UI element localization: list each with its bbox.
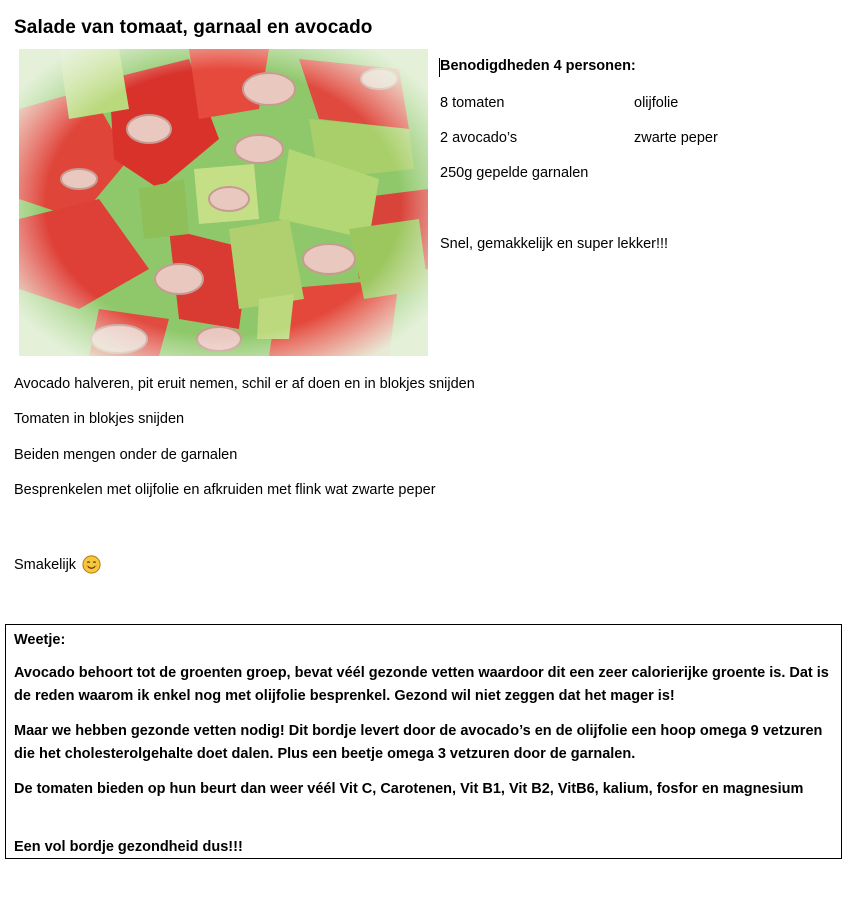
step-item: Avocado halveren, pit eruit nemen, schil er af doen en in blokjes snijden <box>14 376 475 392</box>
fact-paragraph: Een vol bordje gezondheid dus!!! <box>14 839 243 855</box>
salad-illustration <box>19 49 428 356</box>
recipe-tagline: Snel, gemakkelijk en super lekker!!! <box>440 236 669 252</box>
ingredient-item: 2 avocado’s <box>440 130 518 146</box>
ingredients-heading: Benodigdheden 4 personen: <box>440 58 636 74</box>
fact-paragraph: De tomaten bieden op hun beurt dan weer véél Vit C, Carotenen, Vit B1, Vit B2, VitB6, kalium, fosfor en magnesium <box>14 781 804 797</box>
closing-text: Smakelijk <box>14 556 77 573</box>
step-item: Beiden mengen onder de garnalen <box>14 447 238 463</box>
smiley-icon <box>82 555 101 574</box>
fact-paragraph: Maar we hebben gezonde vetten nodig! Dit bordje levert door de avocado’s en de olijfolie een hoop omega 9 vetzuren die het cholesterolgehalte doet dalen. Plus een beetje omega 3 vetzuren door de garnalen. <box>14 723 823 762</box>
fact-box-heading: Weetje: <box>14 632 66 648</box>
ingredient-item: olijfolie <box>634 95 679 111</box>
ingredients-section <box>440 58 718 252</box>
ingredient-item: 250g gepelde garnalen <box>440 165 589 181</box>
fact-box <box>5 624 842 859</box>
recipe-title: Salade van tomaat, garnaal en avocado <box>14 17 373 38</box>
step-item: Tomaten in blokjes snijden <box>14 411 185 427</box>
ingredient-item: 8 tomaten <box>440 95 505 111</box>
fact-paragraph: Avocado behoort tot de groenten groep, bevat véél gezonde vetten waardoor dit een zeer calorierijke groente is. Dat is de reden waarom ik enkel nog met olijfolie besprenkel. Gezond wil niet zeggen dat het mager is! <box>14 665 829 704</box>
closing-line <box>14 555 101 574</box>
step-item: Besprenkelen met olijfolie en afkruiden met flink wat zwarte peper <box>14 482 436 498</box>
ingredient-item: zwarte peper <box>634 130 718 146</box>
salad-photo <box>19 49 428 356</box>
